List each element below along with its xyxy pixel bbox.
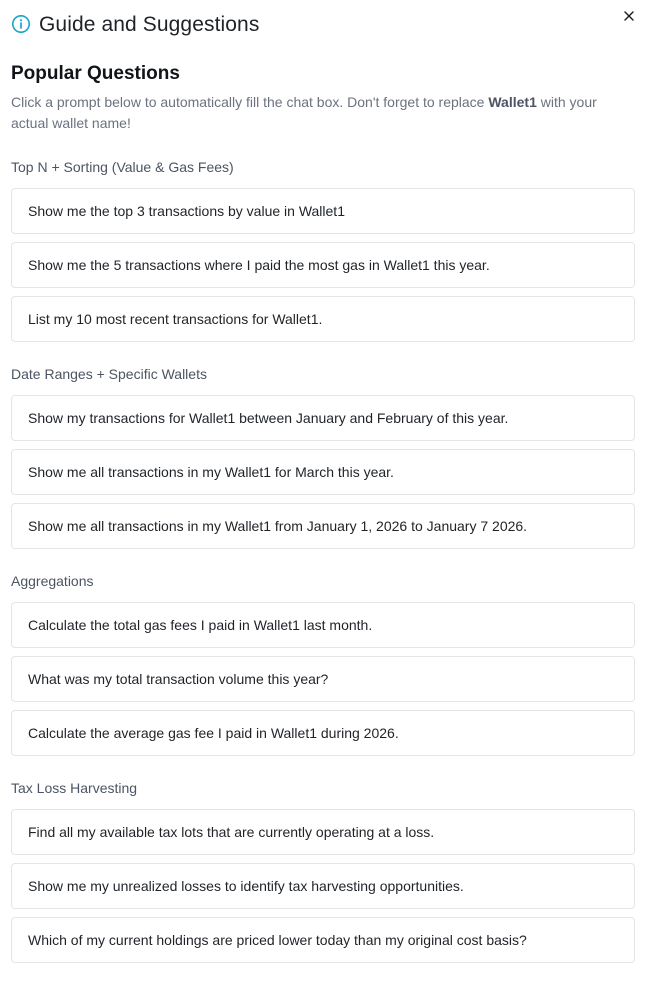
group-title: Aggregations	[11, 573, 94, 589]
group-tax-loss-harvesting	[11, 780, 635, 963]
prompt-button[interactable]: Show me all transactions in my Wallet1 for March this year.	[11, 449, 635, 495]
intro-text-start: Click a prompt below to automatically fill the chat box. Don't forget to replace	[11, 94, 489, 110]
prompt-button[interactable]: Show me the top 3 transactions by value in Wallet1	[11, 188, 635, 234]
group-title: Date Ranges + Specific Wallets	[11, 366, 207, 382]
close-icon	[623, 10, 635, 22]
prompt-button[interactable]: Show me my unrealized losses to identify tax harvesting opportunities.	[11, 863, 635, 909]
close-button[interactable]	[619, 6, 639, 26]
group-top-n	[11, 159, 635, 342]
intro-text	[11, 92, 621, 134]
prompt-button[interactable]: Which of my current holdings are priced lower today than my original cost basis?	[11, 917, 635, 963]
group-date-ranges	[11, 366, 635, 549]
prompt-button[interactable]: Show me all transactions in my Wallet1 from January 1, 2026 to January 7 2026.	[11, 503, 635, 549]
info-circle-icon	[11, 14, 31, 34]
prompt-button[interactable]: Show my transactions for Wallet1 between January and February of this year.	[11, 395, 635, 441]
prompt-button[interactable]: What was my total transaction volume this year?	[11, 656, 635, 702]
prompt-button[interactable]: Calculate the total gas fees I paid in Wallet1 last month.	[11, 602, 635, 648]
panel-header	[11, 0, 635, 50]
popular-questions-heading: Popular Questions	[11, 63, 180, 84]
group-title: Top N + Sorting (Value & Gas Fees)	[11, 159, 234, 175]
prompt-button[interactable]: Calculate the average gas fee I paid in Wallet1 during 2026.	[11, 710, 635, 756]
intro-text-end: with your actual wallet name!	[11, 94, 597, 131]
wallet-name-highlight: Wallet1	[488, 94, 537, 110]
prompt-button[interactable]: Show me the 5 transactions where I paid the most gas in Wallet1 this year.	[11, 242, 635, 288]
group-aggregations	[11, 573, 635, 756]
group-title: Tax Loss Harvesting	[11, 780, 138, 796]
panel-title: Guide and Suggestions	[39, 13, 260, 36]
prompt-button[interactable]: Find all my available tax lots that are currently operating at a loss.	[11, 809, 635, 855]
prompt-button[interactable]: List my 10 most recent transactions for Wallet1.	[11, 296, 635, 342]
